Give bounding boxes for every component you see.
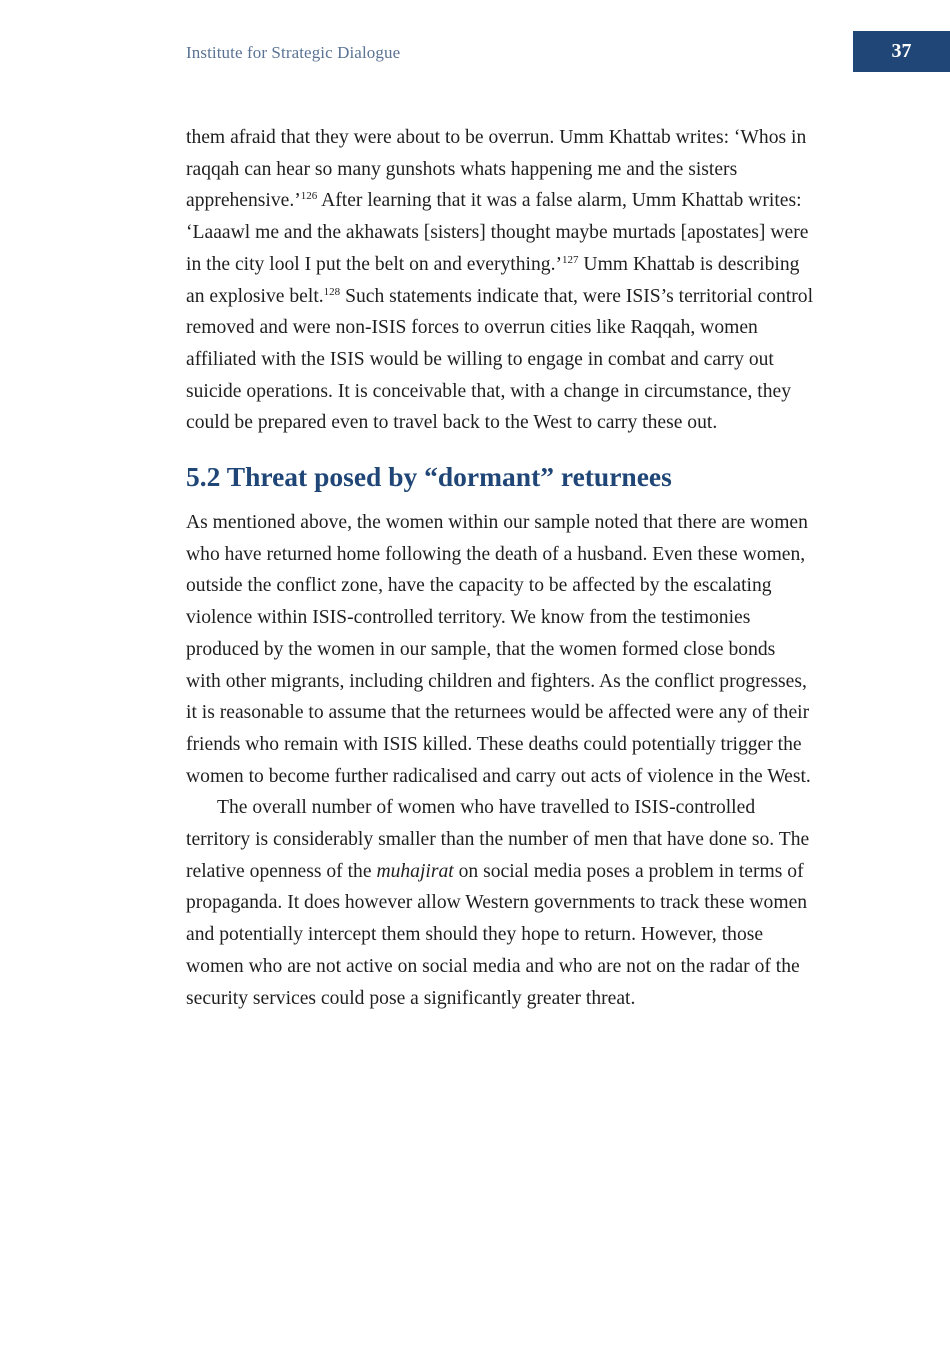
- page-number: 37: [891, 40, 912, 62]
- paragraph-1-text-b: After learning that it was a false alarm, Umm Khattab writes: ‘Laaawl me and the akhawats [sisters] thought maybe murtads [apostates] were in the city lool I put the belt on and everything.’: [186, 190, 809, 275]
- paragraph-3: [186, 792, 814, 1014]
- footnote-ref-126: 126: [300, 190, 318, 203]
- footnote-ref-127: 127: [562, 253, 579, 266]
- paragraph-3-text-a: The overall number of women who have travelled to ISIS-controlled territory is considerably smaller than the number of men that have done so. The relative openness of the: [186, 797, 810, 882]
- paragraph-1-text-a: them afraid that they were about to be overrun. Umm Khattab writes: ‘Whos in raqqah can hear so many gunshots whats happening me and the sisters apprehensive.’: [186, 127, 807, 212]
- paragraph-1: [186, 122, 814, 439]
- paragraph-3-emphasis: muhajirat: [376, 860, 454, 882]
- paragraph-3-text-b: on social media poses a problem in terms of propaganda. It does however allow Western governments to track these women and potentially intercept them should they hope to return. However, those women who are not active on social media and who are not on the radar of the security services could pose a significantly greater threat.: [186, 860, 808, 1009]
- footnote-ref-128: 128: [323, 285, 341, 298]
- section-heading: 5.2 Threat posed by “dormant” returnees: [186, 461, 672, 493]
- body-text: [186, 122, 814, 1014]
- paragraph-1-text-d: Such statements indicate that, were ISIS’s territorial control removed and were non-ISIS forces to overrun cities like Raqqah, women affiliated with the ISIS would be willing to engage in combat and carry out suicide operations. It is conceivable that, with a change in circumstance, they could be prepared even to travel back to the West to carry these out.: [186, 285, 814, 434]
- running-header: Institute for Strategic Dialogue: [186, 43, 401, 62]
- paragraph-1-text-c: Umm Khattab is describing an explosive belt.: [186, 253, 800, 307]
- paragraph-2: As mentioned above, the women within our sample noted that there are women who have returned home following the death of a husband. Even these women, outside the conflict zone, have the capacity to be affected by the escalating violence within ISIS-controlled territory. We know from the testimonies produced by the women in our sample, that the women formed close bonds with other migrants, including children and fighters. As the conflict progresses, it is reasonable to assume that the returnees would be affected were any of their friends who remain with ISIS killed. These deaths could potentially trigger the women to become further radicalised and carry out acts of violence in the West.: [186, 512, 811, 787]
- page-number-box: [853, 31, 950, 72]
